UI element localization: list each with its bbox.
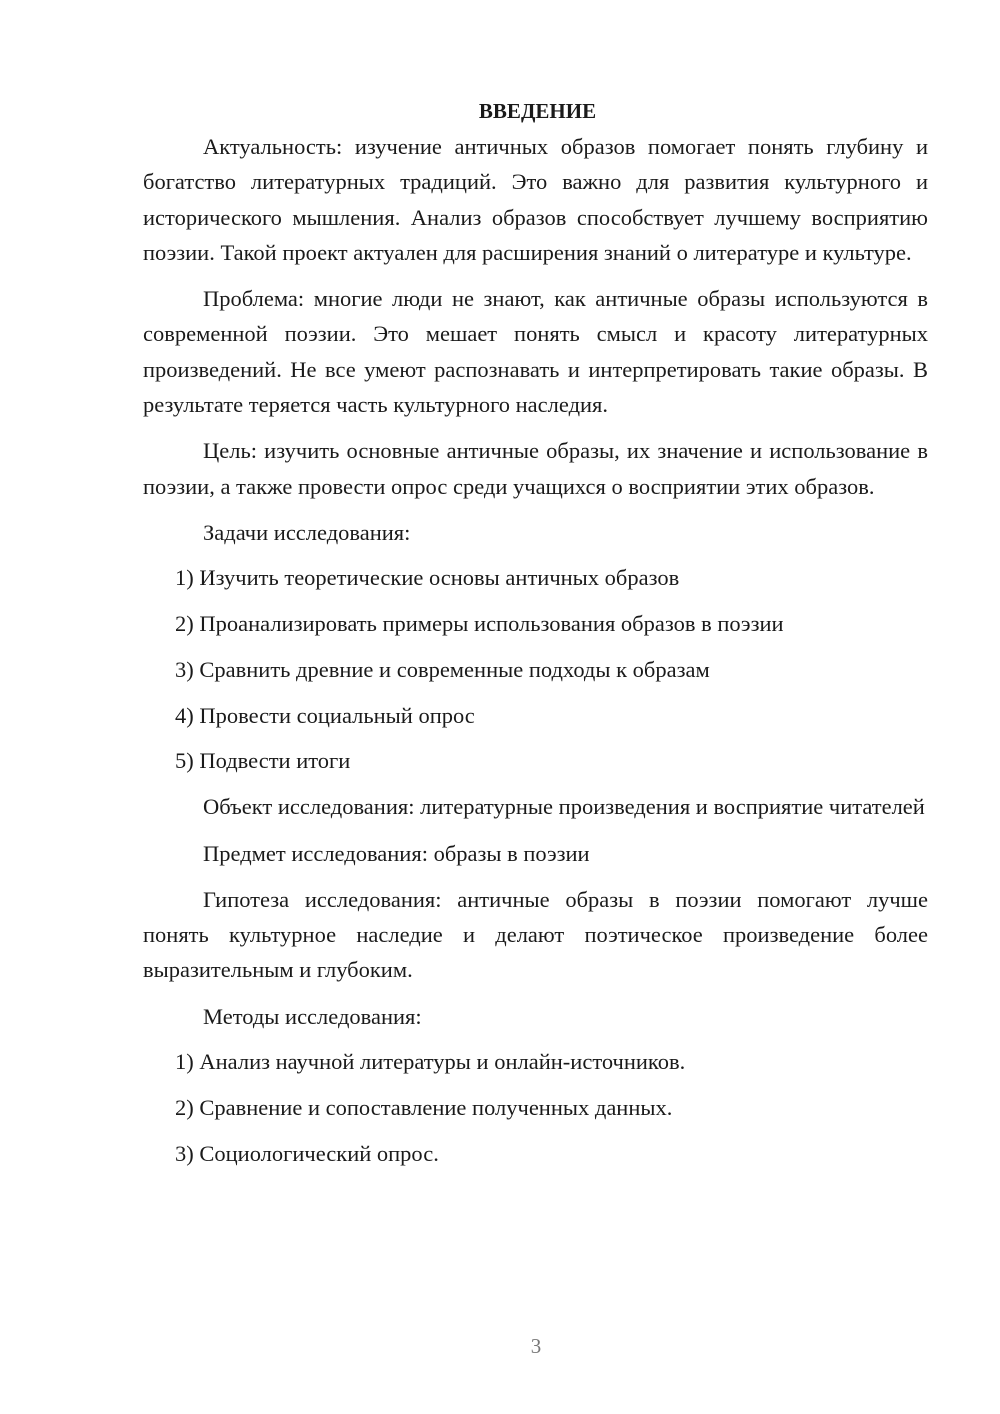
- hypothesis-paragraph: Гипотеза исследования: античные образы в поэзии помогают лучше понять культурное наследие и делают поэтическое произведение более выразительным и глубоким.: [143, 886, 928, 983]
- methods-heading: Методы исследования:: [203, 1003, 422, 1029]
- tasks-heading: Задачи исследования:: [203, 519, 411, 545]
- list-item: 5) Подвести итоги: [175, 748, 351, 774]
- object-paragraph: Объект исследования: литературные произведения и восприятие читателей: [203, 794, 925, 820]
- subject-paragraph: Предмет исследования: образы в поэзии: [203, 840, 590, 866]
- list-item: 1) Анализ научной литературы и онлайн-источников.: [175, 1049, 686, 1075]
- goal-paragraph: Цель: изучить основные античные образы, их значение и использование в поэзии, а также провести опрос среди учащихся о восприятии этих образов.: [143, 438, 928, 499]
- section-title: ВВЕДЕНИЕ: [478, 99, 597, 123]
- page-content: [143, 96, 928, 1181]
- methods-list: [143, 1044, 928, 1171]
- relevance-paragraph: Актуальность: изучение античных образов помогает понять глубину и богатство литературных традиций. Это важно для развития культурного и исторического мышления. Анализ образов способствует лучшему восприятию поэзии. Такой проект актуален для расширения знаний о литературе и культуре.: [143, 134, 928, 265]
- list-item: 4) Провести социальный опрос: [175, 702, 475, 728]
- page-number: 3: [530, 1334, 542, 1358]
- list-item: 3) Социологический опрос.: [175, 1140, 439, 1166]
- list-item: 2) Проанализировать примеры использования образов в поэзии: [175, 611, 784, 637]
- list-item: 3) Сравнить древние и современные подходы к образам: [175, 656, 710, 682]
- tasks-list: [143, 560, 928, 778]
- problem-paragraph: Проблема: многие люди не знают, как античные образы используются в современной поэзии. Это мешает понять смысл и красоту литературных произведений. Не все умеют распознавать и интерпретировать такие образы. В результате теряется часть культурного наследия.: [143, 286, 928, 418]
- list-item: 1) Изучить теоретические основы античных образов: [175, 565, 680, 591]
- list-item: 2) Сравнение и сопоставление полученных данных.: [175, 1094, 673, 1120]
